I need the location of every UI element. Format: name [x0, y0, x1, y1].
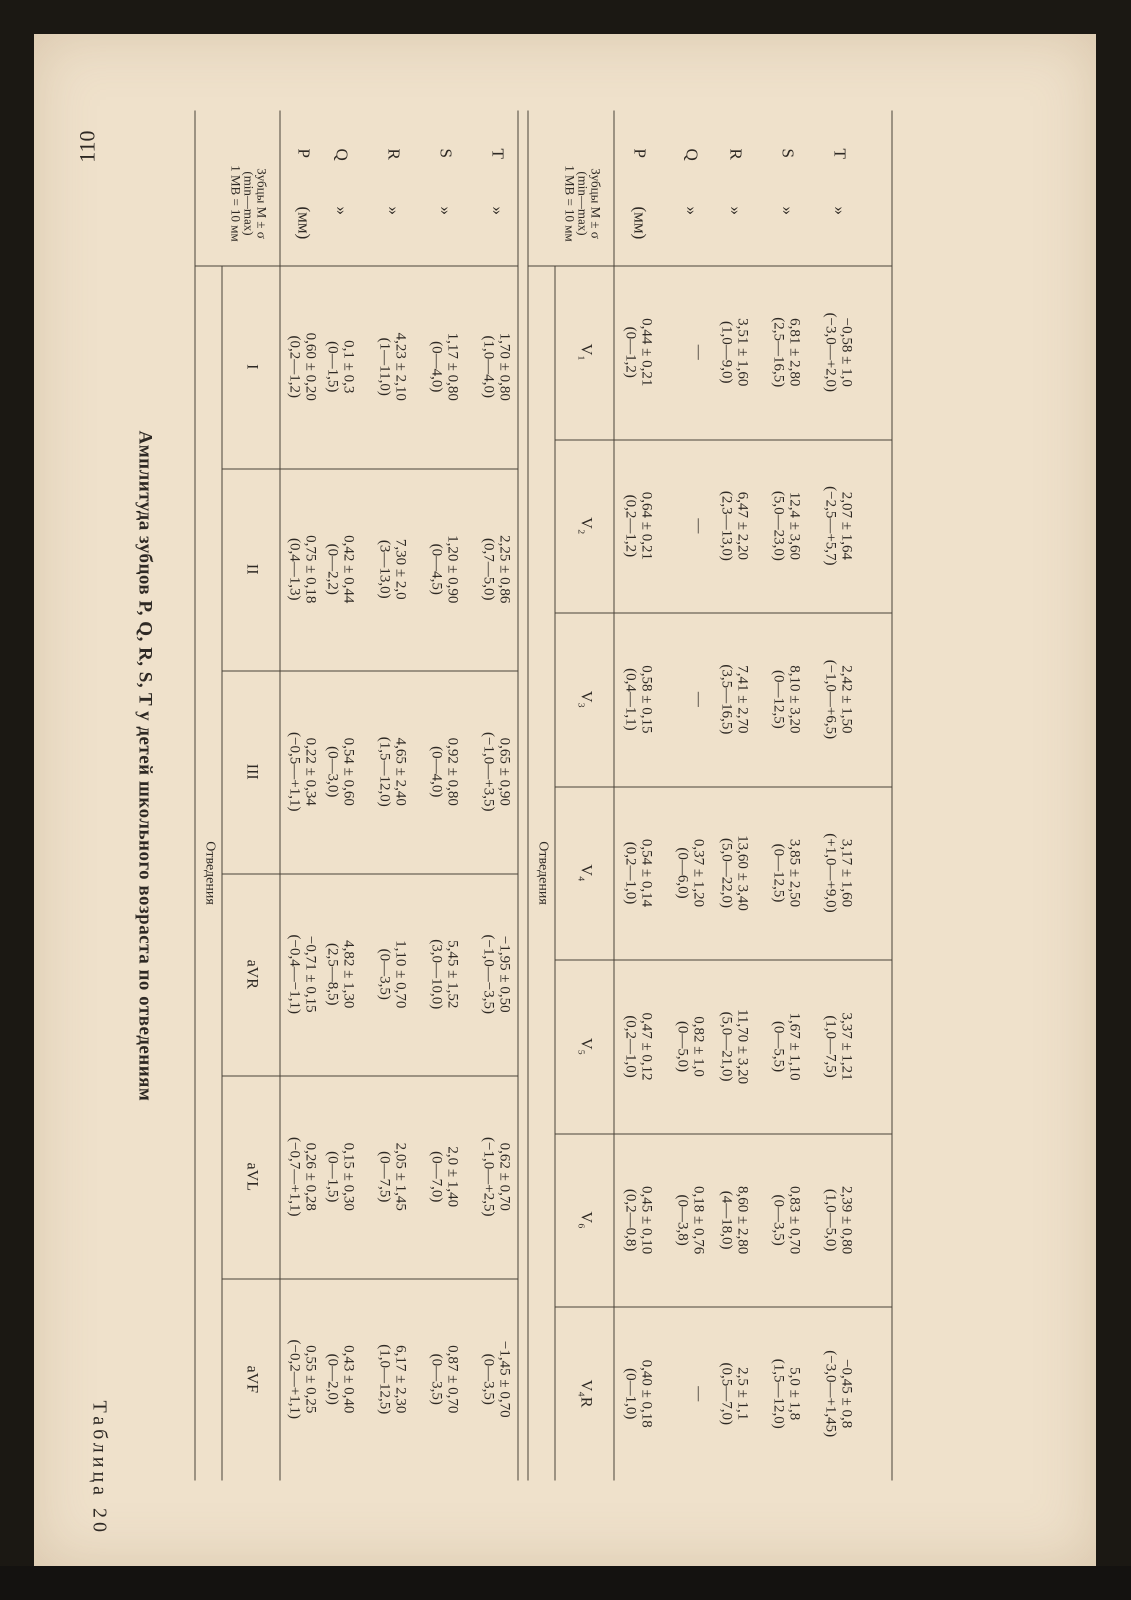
t1-cell	[287, 1278, 319, 1481]
t1-cell-line: 5,45 ± 1,52	[444, 939, 461, 1008]
t1-cell-line: (0—2,2)	[324, 543, 341, 595]
t2-cell	[623, 1306, 655, 1480]
t1-cell	[481, 265, 513, 468]
t2-lead-header: V₆	[577, 1211, 595, 1229]
t2-cell-line: 13,60 ± 3,40	[734, 834, 751, 911]
t1-wave-name: P	[294, 148, 314, 158]
t1-cell-line: 0,55 ± 0,25	[302, 1344, 319, 1413]
t2-wave-name: R	[726, 148, 746, 160]
t2-cell	[823, 439, 855, 613]
t1-cell-line: 0,60 ± 0,20	[302, 332, 319, 401]
t2-cell-line: 0,82 ± 1,0	[690, 1015, 707, 1077]
t2-cell-line: 3,37 ± 1,21	[838, 1011, 855, 1081]
t1-row-label	[489, 148, 507, 258]
t2-cell-line: −0,58 ± 1,0	[838, 317, 855, 387]
t1-cell-line: (0,2—1,2)	[286, 335, 303, 398]
t2-cell-line: 1,67 ± 1,10	[786, 1011, 803, 1081]
t2-cell-line: (0—3,5)	[770, 1194, 787, 1246]
t2-cell	[771, 1133, 803, 1307]
t1-cell-line: (0,7—5,0)	[480, 537, 497, 600]
t2-lead-header: V₄R	[577, 1379, 595, 1408]
table2-stub-header: Зубцы M ± σ (min—max) 1 MB = 10 мм	[562, 164, 604, 242]
t2-cell	[771, 439, 803, 613]
t1-lead-header: aVR	[243, 959, 261, 989]
t1-lead-header: III	[243, 763, 261, 780]
t2-cell	[691, 439, 707, 613]
t1-cell-line: 2,0 ± 1,40	[444, 1145, 461, 1207]
t2-cell-line: (0—1,0)	[622, 1367, 639, 1419]
t2-cell	[719, 1306, 751, 1480]
t2-wave-name: P	[630, 148, 650, 158]
t2-cell	[623, 959, 655, 1133]
t2-cell-line: (0,2—1,2)	[622, 494, 639, 557]
page-number: 110	[74, 130, 100, 163]
t2-cell-line: 3,17 ± 1,60	[838, 838, 855, 907]
t2-cell-line: 8,10 ± 3,20	[786, 664, 803, 734]
t2-cell-line: −0,45 ± 0,8	[838, 1358, 855, 1428]
t2-cell-line: (5,0—23,0)	[770, 490, 787, 561]
t2-cell	[623, 265, 655, 439]
t2-cell-line: (−1,0—+6,5)	[822, 659, 839, 739]
t1-wave-unit: (мм)	[294, 206, 314, 239]
t2-cell	[719, 612, 751, 786]
t1-cell-line: 0,42 ± 0,44	[340, 534, 357, 603]
t2-cell-line: (1,0—7,5)	[822, 1014, 839, 1078]
t2-cell-line: —	[690, 344, 707, 360]
t2-lead-header: V₂	[577, 516, 595, 534]
t2-cell-line: (1,0—5,0)	[822, 1188, 839, 1251]
t2-cell	[823, 786, 855, 960]
t2-cell-line: 6,47 ± 2,20	[734, 491, 751, 560]
t2-cell-line: 7,41 ± 2,70	[734, 664, 751, 734]
t2-cell-line: (5,0—21,0)	[718, 1011, 735, 1082]
t2-cell-line: (5,0—22,0)	[718, 837, 735, 908]
t1-cell-line: 0,22 ± 0,34	[302, 737, 319, 806]
t2-wave-unit: »	[778, 206, 798, 215]
t1-cell-line: 4,65 ± 2,40	[392, 737, 409, 806]
t1-wave-unit: »	[332, 206, 352, 215]
t2-cell	[719, 265, 751, 439]
t1-cell	[429, 1075, 461, 1278]
t1-cell-line: 1,10 ± 0,70	[392, 939, 409, 1008]
t1-cell-line: 0,15 ± 0,30	[340, 1142, 357, 1211]
t1-cell	[287, 1075, 319, 1278]
t2-lead-header: V₄	[577, 863, 595, 882]
t2-wave-unit: »	[726, 206, 746, 215]
t1-wave-unit: »	[384, 206, 404, 215]
t1-cell	[481, 468, 513, 671]
t2-cell-line: (0,2—0,8)	[622, 1188, 639, 1251]
t1-cell-line: (0—3,5)	[428, 1353, 445, 1405]
t1-cell	[287, 468, 319, 671]
t2-cell	[771, 786, 803, 960]
t1-cell	[377, 670, 409, 873]
t2-cell	[691, 612, 707, 786]
t2-cell	[771, 612, 803, 786]
t2-cell-line: 0,83 ± 0,70	[786, 1185, 803, 1254]
t1-wave-name: Q	[332, 148, 352, 161]
t2-row-label	[831, 148, 849, 258]
t2-cell-line: 0,47 ± 0,12	[638, 1011, 655, 1081]
t2-cell-line: (0,5—7,0)	[718, 1361, 735, 1425]
t1-cell-line: 0,54 ± 0,60	[340, 737, 357, 806]
t1-cell	[429, 468, 461, 671]
t1-cell	[287, 873, 319, 1076]
t1-cell-line: (1,5—12,0)	[376, 736, 393, 807]
table1-stub-header: Зубцы M ± σ (min—max) 1 MB = 10 мм	[228, 164, 270, 242]
t2-cell	[675, 786, 707, 960]
t1-wave-name: T	[488, 148, 508, 159]
t2-cell-line: (4—18,0)	[718, 1190, 735, 1249]
t2-lead-header: V₁	[577, 343, 595, 361]
t1-lead-header: aVF	[243, 1364, 261, 1393]
t1-cell-line: 0,43 ± 0,40	[340, 1344, 357, 1413]
t1-cell	[325, 873, 357, 1076]
t1-cell-line: 2,25 ± 0,86	[496, 534, 513, 603]
t2-cell-line: 6,81 ± 2,80	[786, 317, 803, 386]
t2-cell-line: 2,5 ± 1,1	[734, 1366, 751, 1420]
t1-cell-line: −0,71 ± 0,15	[302, 935, 319, 1013]
t1-row-label	[385, 148, 403, 258]
t2-cell-line: 3,51 ± 1,60	[734, 317, 751, 386]
t1-cell	[325, 265, 357, 468]
t1-cell-line: 0,26 ± 0,28	[302, 1142, 319, 1211]
t1-cell-line: (3,0—10,0)	[428, 938, 445, 1009]
t2-cell	[691, 1306, 707, 1480]
t1-cell	[377, 468, 409, 671]
t1-cell-line: (−1,0—−3,5)	[480, 934, 497, 1014]
t2-cell-line: (0,2—1,0)	[622, 1014, 639, 1078]
t2-cell-line: (0,2—1,0)	[622, 841, 639, 904]
t1-wave-unit: »	[436, 206, 456, 215]
t1-cell-line: (−0,2—+1,1)	[286, 1339, 303, 1419]
t1-col-divider	[223, 468, 519, 469]
t1-cell-line: (1,0—12,5)	[376, 1343, 393, 1414]
t2-cell-line: (+1,0—+9,0)	[822, 832, 839, 913]
t1-cell-line: 6,17 ± 2,30	[392, 1344, 409, 1413]
t1-cell-line: 1,17 ± 0,80	[444, 332, 461, 401]
t1-cell-line: (0—1,5)	[324, 1150, 341, 1202]
t2-row-label	[683, 148, 701, 258]
t1-cell-line: (−1,0—+2,5)	[480, 1136, 497, 1216]
t2-cell-line: 0,37 ± 1,20	[690, 838, 707, 907]
t1-cell	[325, 468, 357, 671]
table2-subheader-rule	[555, 265, 556, 1480]
t1-lead-header: II	[243, 563, 261, 575]
t1-lead-header: I	[243, 363, 261, 369]
t2-cell	[823, 1306, 855, 1480]
t2-cell-line: 0,44 ± 0,21	[638, 317, 655, 386]
t2-cell-line: —	[690, 1385, 707, 1401]
table1-top-rule	[195, 110, 196, 1480]
t1-cell	[429, 265, 461, 468]
t2-wave-unit: »	[682, 206, 702, 215]
t2-cell	[719, 1133, 751, 1307]
t1-cell-line: (0,4—1,3)	[286, 537, 303, 600]
t2-cell	[823, 959, 855, 1133]
t2-cell	[675, 1133, 707, 1307]
t1-cell-line: 0,75 ± 0,18	[302, 534, 319, 603]
t2-cell	[823, 1133, 855, 1307]
t2-wave-unit: »	[830, 206, 850, 215]
t1-cell-line: (0—3,0)	[324, 745, 341, 797]
t2-cell-line: 3,85 ± 2,50	[786, 838, 803, 907]
t2-cell	[623, 612, 655, 786]
t1-row-label	[437, 148, 455, 258]
t2-wave-name: S	[778, 148, 798, 158]
t1-cell-line: 0,92 ± 0,80	[444, 737, 461, 806]
t2-cell-line: 2,42 ± 1,50	[838, 664, 855, 734]
t2-cell	[771, 1306, 803, 1480]
t2-cell-line: 0,58 ± 0,15	[638, 664, 655, 734]
t1-col-divider	[223, 873, 519, 874]
t1-cell	[377, 1075, 409, 1278]
t1-cell	[377, 265, 409, 468]
t1-cell	[429, 1278, 461, 1481]
t1-cell-line: −1,95 ± 0,50	[496, 935, 513, 1013]
t1-cell	[325, 1278, 357, 1481]
t1-cell-line: (−1,0—+3,5)	[480, 731, 497, 811]
t2-cell-line: 0,40 ± 0,18	[638, 1359, 655, 1428]
t2-cell-line: (−3,0—+1,45)	[822, 1349, 839, 1437]
t1-cell-line: 1,20 ± 0,90	[444, 534, 461, 603]
t2-wave-name: Q	[682, 148, 702, 161]
t1-row-label	[295, 148, 313, 258]
t1-cell	[481, 873, 513, 1076]
t1-cell-line: (1—11,0)	[376, 337, 393, 396]
t1-cell-line: (0—4,0)	[428, 340, 445, 392]
t1-cell-line: 2,05 ± 1,45	[392, 1142, 409, 1211]
t1-cell-line: 1,70 ± 0,80	[496, 332, 513, 401]
t1-cell-line: 4,23 ± 2,10	[392, 332, 409, 401]
t2-cell-line: —	[690, 517, 707, 533]
t2-cell-line: 8,60 ± 2,80	[734, 1185, 751, 1254]
table2-top-rule	[528, 110, 529, 1480]
table1-group-header: Отведения	[202, 840, 218, 905]
t1-cell	[481, 1278, 513, 1481]
t1-wave-unit: »	[488, 206, 508, 215]
t1-cell-line: (1,0—4,0)	[480, 335, 497, 398]
t2-cell	[691, 265, 707, 439]
t1-cell-line: 4,82 ± 1,30	[340, 939, 357, 1008]
t2-cell	[719, 439, 751, 613]
t1-col-divider	[223, 670, 519, 671]
table2-group-header: Отведения	[535, 840, 551, 905]
t1-cell-line: (0—2,0)	[324, 1353, 341, 1405]
t2-cell-line: (0—6,0)	[674, 846, 691, 899]
t2-cell-line: (0,4—1,1)	[622, 667, 639, 731]
t2-cell-line: 2,07 ± 1,64	[838, 491, 855, 560]
t1-cell	[481, 670, 513, 873]
t1-cell	[325, 670, 357, 873]
t2-cell	[623, 1133, 655, 1307]
t2-cell-line: (1,0—9,0)	[718, 320, 735, 384]
t2-cell	[623, 439, 655, 613]
t2-lead-header: V₅	[577, 1037, 595, 1055]
t2-cell-line: (1,5—12,0)	[770, 1358, 787, 1429]
t1-cell	[377, 873, 409, 1076]
t1-cell-line: (0—1,5)	[324, 340, 341, 392]
t1-cell-line: 0,87 ± 0,70	[444, 1344, 461, 1413]
t2-cell	[823, 265, 855, 439]
t2-cell-line: (−2,5—+5,7)	[822, 485, 839, 566]
t1-cell-line: (−0,4—−1,1)	[286, 934, 303, 1014]
t2-cell-line: (0—12,5)	[770, 843, 787, 902]
t2-cell	[823, 612, 855, 786]
t1-cell	[325, 1075, 357, 1278]
t1-cell	[287, 265, 319, 468]
t1-cell-line: (0—4,0)	[428, 745, 445, 797]
t1-col-divider	[223, 1278, 519, 1279]
t2-wave-name: T	[830, 148, 850, 159]
t2-cell-line: (0—12,5)	[770, 669, 787, 729]
t1-row-label	[333, 148, 351, 258]
t2-cell-line: —	[690, 691, 707, 707]
t2-row-label	[727, 148, 745, 258]
t2-cell	[771, 265, 803, 439]
t2-cell	[719, 959, 751, 1133]
t2-cell-line: (−3,0—+2,0)	[822, 312, 839, 392]
t1-cell	[429, 670, 461, 873]
table2-header-rule	[614, 110, 615, 1480]
t1-wave-name: R	[384, 148, 404, 160]
t2-cell	[675, 959, 707, 1133]
t1-cell-line: (0—7,0)	[428, 1150, 445, 1202]
t1-cell-line: (2,5—8,5)	[324, 942, 341, 1005]
t1-cell-line: −1,45 ± 0,70	[496, 1340, 513, 1418]
t2-cell	[771, 959, 803, 1133]
t2-cell-line: 0,18 ± 0,76	[690, 1185, 707, 1254]
t2-cell-line: 2,39 ± 0,80	[838, 1185, 855, 1254]
t2-cell-line: (0—5,5)	[770, 1020, 787, 1072]
t2-cell-line: 0,64 ± 0,21	[638, 491, 655, 560]
t2-cell-line: (0—1,2)	[622, 326, 639, 378]
t2-cell	[623, 786, 655, 960]
t2-cell-line: 5,0 ± 1,8	[786, 1366, 803, 1420]
t1-cell-line: 0,1 ± 0,3	[340, 339, 357, 393]
t2-cell-line: (2,5—16,5)	[770, 316, 787, 387]
t2-lead-header: V₃	[577, 690, 595, 708]
t2-cell-line: 0,45 ± 0,10	[638, 1185, 655, 1254]
table-label: Таблица 20	[88, 1400, 111, 1536]
t1-cell-line: (0—3,5)	[480, 1353, 497, 1405]
t1-cell-line: (0—3,5)	[376, 948, 393, 1000]
t2-cell-line: 0,54 ± 0,14	[638, 838, 655, 907]
t2-cell-line: (2,3—13,0)	[718, 490, 735, 561]
t1-col-divider	[223, 1075, 519, 1076]
t1-cell	[429, 873, 461, 1076]
t1-cell-line: (3—13,0)	[376, 539, 393, 599]
t2-cell-line: (3,5—16,5)	[718, 663, 735, 734]
t1-cell	[377, 1278, 409, 1481]
t2-cell	[719, 786, 751, 960]
t1-cell-line: 7,30 ± 2,0	[392, 538, 409, 600]
t1-cell	[287, 670, 319, 873]
t2-cell-line: (0—5,0)	[674, 1020, 691, 1072]
t1-cell-line: (0—7,5)	[376, 1150, 393, 1202]
t2-cell-line: 12,4 ± 3,60	[786, 491, 803, 560]
t2-wave-unit: (мм)	[630, 206, 650, 239]
table1-header-rule	[280, 110, 281, 1480]
t2-cell-line: (0—3,8)	[674, 1194, 691, 1246]
t1-cell-line: 0,65 ± 0,90	[496, 737, 513, 806]
t1-cell-line: 0,62 ± 0,70	[496, 1142, 513, 1211]
t2-cell-line: 11,70 ± 3,20	[734, 1008, 751, 1084]
t1-cell	[481, 1075, 513, 1278]
t1-cell-line: (0—4,5)	[428, 543, 445, 595]
table2-bottom-rule	[892, 110, 893, 1480]
table-title: Амплитуда зубцов P, Q, R, S, T у детей школьного возраста по отведениям	[134, 430, 156, 1101]
t2-row-label	[779, 148, 797, 258]
t1-lead-header: aVL	[243, 1162, 261, 1191]
table1-bottom-rule	[518, 110, 519, 1480]
t1-cell-line: (−0,7—+1,1)	[286, 1136, 303, 1216]
t1-wave-name: S	[436, 148, 456, 158]
t1-cell-line: (−0,5—+1,1)	[286, 731, 303, 811]
t2-row-label	[631, 148, 649, 258]
